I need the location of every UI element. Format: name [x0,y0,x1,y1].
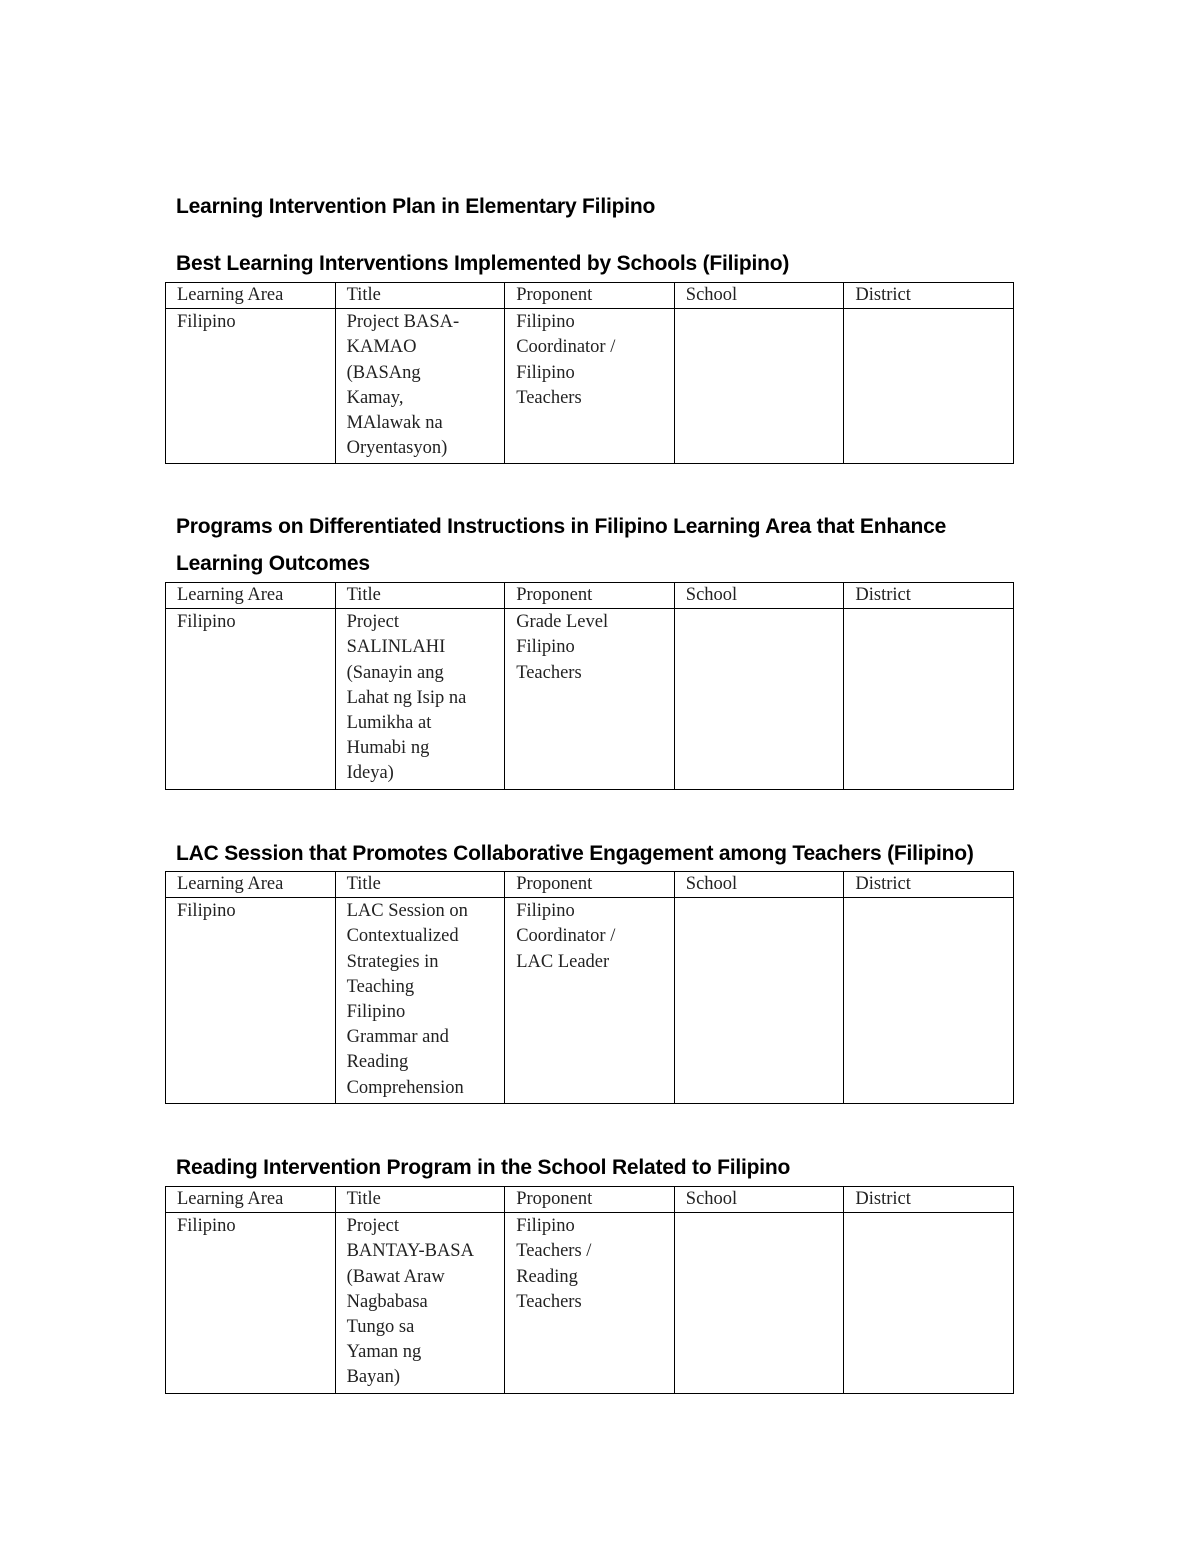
title-line: BANTAY-BASA [346,1241,474,1262]
column-header-district: District [844,583,1014,609]
school-cell [674,609,844,789]
title-line: SALINLAHI [346,637,446,658]
title-line: (Sanayin ang [346,662,444,683]
column-header-school: School [674,283,844,309]
proponent-line: Filipino [516,362,575,383]
proponent-line: Teachers [516,387,582,408]
title-cell [335,309,505,464]
title-line: Nagbabasa [346,1291,428,1312]
school-cell [674,898,844,1104]
title-cell [335,609,505,789]
table-row [166,609,1014,789]
proponent-line: Reading [516,1266,578,1287]
title-line: Tungo sa [346,1317,415,1338]
school-cell [674,1213,844,1393]
section-heading-reading-intervention: Reading Intervention Program in the School Related to Filipino [176,1156,791,1179]
document-title: Learning Intervention Plan in Elementary Filipino [176,195,656,218]
column-header-school: School [674,872,844,898]
column-header-school: School [674,1187,844,1213]
title-line: KAMAO [346,337,417,358]
learning-area-cell: Filipino [166,1213,336,1393]
column-header-district: District [844,872,1014,898]
table-row [166,1213,1014,1393]
table-header-row [166,1187,1014,1213]
title-line: Ideya) [346,763,394,784]
reading-intervention-table [165,1186,1014,1394]
column-header-district: District [844,283,1014,309]
title-line: MAlawak na [346,413,443,434]
title-line: Project [346,1216,399,1237]
proponent-line: Filipino [516,1216,575,1237]
column-header-learning-area: Learning Area [166,1187,336,1213]
district-cell [844,609,1014,789]
learning-area-cell: Filipino [166,609,336,789]
title-cell [335,898,505,1104]
title-line: Project [346,612,399,633]
title-line: Lahat ng Isip na [346,687,467,708]
title-line: Project BASA- [346,312,460,333]
proponent-cell [505,309,675,464]
column-header-title: Title [335,1187,505,1213]
column-header-title: Title [335,283,505,309]
proponent-line: Coordinator / [516,337,616,358]
proponent-line: Teachers [516,1291,582,1312]
column-header-learning-area: Learning Area [166,283,336,309]
title-line: Kamay, [346,387,404,408]
proponent-cell [505,609,675,789]
column-header-title: Title [335,583,505,609]
column-header-learning-area: Learning Area [166,583,336,609]
district-cell [844,1213,1014,1393]
title-line: Bayan) [346,1367,401,1388]
proponent-line: Coordinator / [516,926,616,947]
differentiated-instruction-table [165,582,1014,790]
proponent-line: Filipino [516,901,575,922]
table-row [166,309,1014,464]
title-line: LAC Session on [346,901,468,922]
district-cell [844,898,1014,1104]
proponent-line: Filipino [516,637,575,658]
title-line: Reading [346,1052,409,1073]
section-heading-differentiated-instruction: Programs on Differentiated Instructions in Filipino Learning Area that Enhance Learning Outcomes [176,515,947,575]
best-interventions-table [165,282,1014,464]
learning-area-cell: Filipino [166,309,336,464]
column-header-proponent: Proponent [505,583,675,609]
title-cell [335,1213,505,1393]
title-line: Contextualized [346,926,459,947]
proponent-line: Filipino [516,312,575,333]
proponent-line: Grade Level [516,612,609,633]
table-header-row [166,872,1014,898]
proponent-cell [505,1213,675,1393]
proponent-line: Teachers [516,662,582,683]
proponent-cell [505,898,675,1104]
column-header-learning-area: Learning Area [166,872,336,898]
table-header-row [166,283,1014,309]
learning-area-cell: Filipino [166,898,336,1104]
column-header-school: School [674,583,844,609]
proponent-line: LAC Leader [516,951,610,972]
title-line: Teaching [346,976,415,997]
title-line: (BASAng [346,362,421,383]
title-line: Yaman ng [346,1342,422,1363]
district-cell [844,309,1014,464]
section-heading-lac-session: LAC Session that Promotes Collaborative Engagement among Teachers (Filipino) [176,842,974,865]
table-header-row [166,583,1014,609]
title-line: Oryentasyon) [346,438,448,459]
column-header-title: Title [335,872,505,898]
column-header-proponent: Proponent [505,872,675,898]
title-line: Grammar and [346,1027,449,1048]
lac-session-table [165,871,1014,1104]
section-heading-best-interventions: Best Learning Interventions Implemented by Schools (Filipino) [176,252,790,275]
title-line: Comprehension [346,1077,464,1098]
column-header-district: District [844,1187,1014,1213]
title-line: (Bawat Araw [346,1266,445,1287]
column-header-proponent: Proponent [505,1187,675,1213]
proponent-line: Teachers / [516,1241,592,1262]
title-line: Filipino [346,1002,406,1023]
table-row [166,898,1014,1104]
title-line: Humabi ng [346,738,430,759]
school-cell [674,309,844,464]
title-line: Lumikha at [346,713,432,734]
title-line: Strategies in [346,951,439,972]
column-header-proponent: Proponent [505,283,675,309]
